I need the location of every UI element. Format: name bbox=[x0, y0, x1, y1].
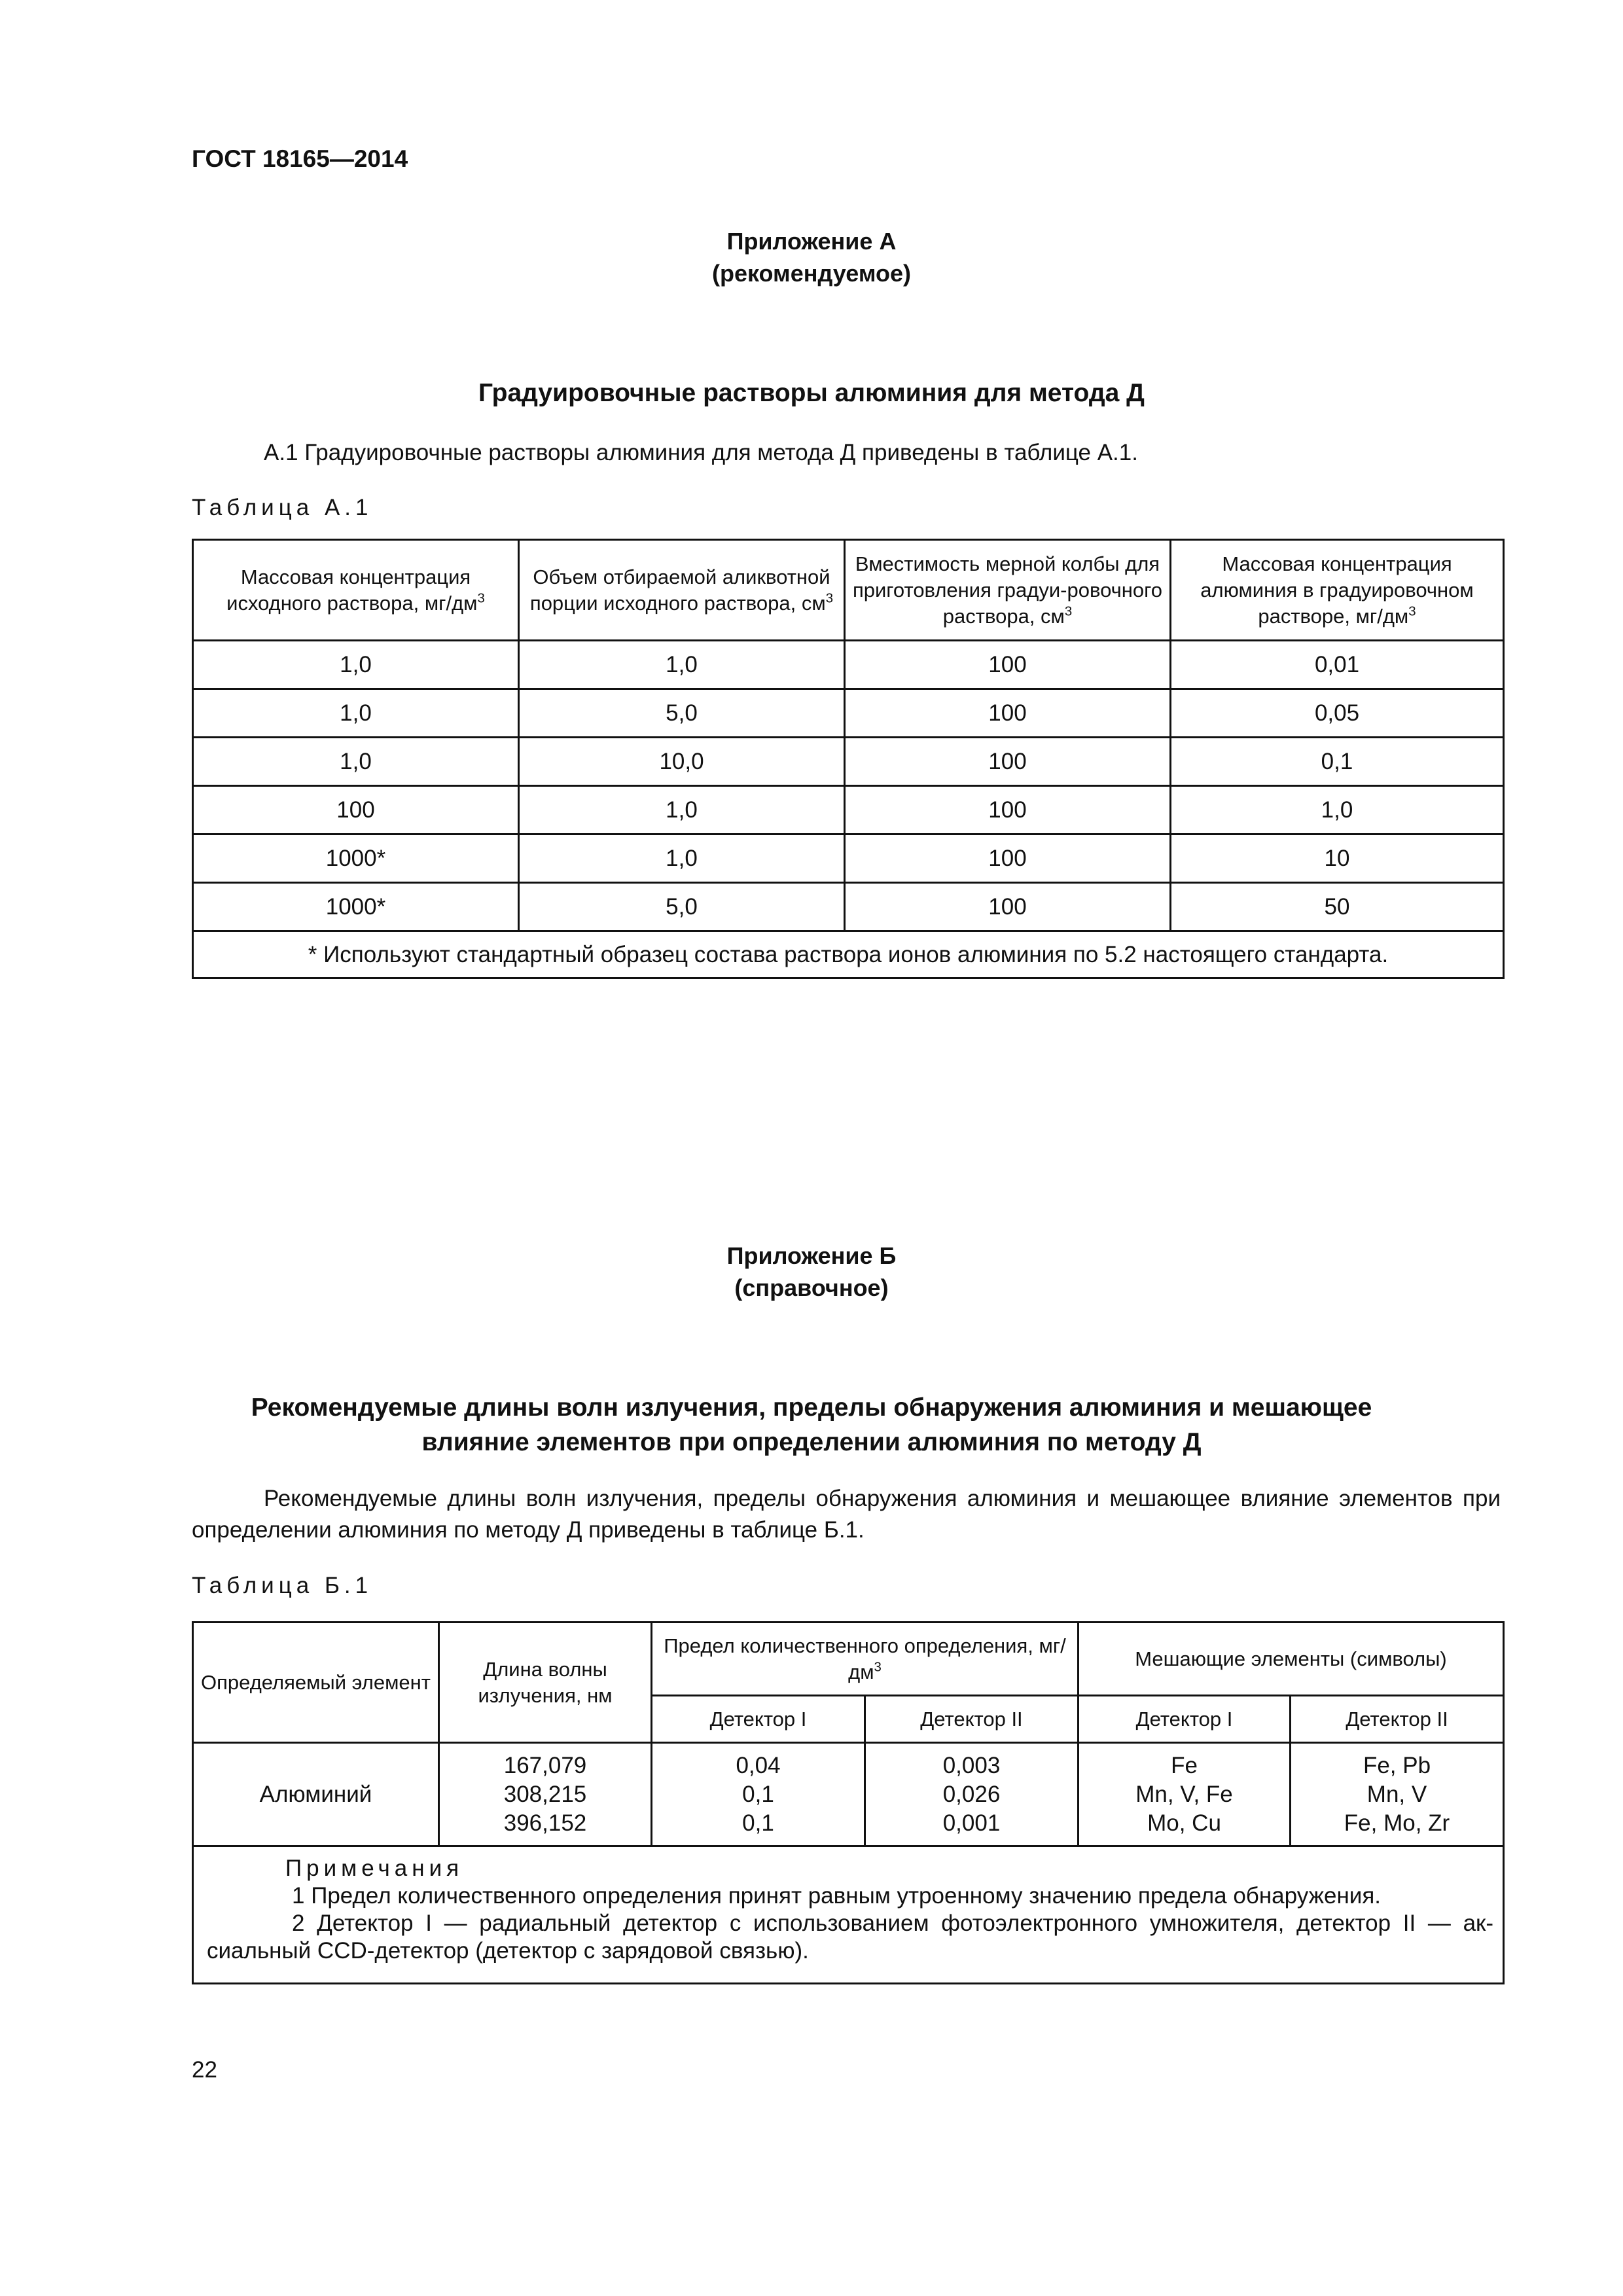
table-b1-header-limit: Предел количественного определения, $мг/дм^3$ bbox=[652, 1623, 1079, 1696]
table-cell: 1,0 bbox=[519, 641, 845, 689]
appendix-a-heading bbox=[0, 226, 1623, 289]
table-b1-header-wavelength: Длина волны излучения, нм bbox=[439, 1623, 652, 1743]
note-2: 2 Детектор I — радиальный детектор с использованием фотоэлектронного умножителя, детектор II — ак-сиальный CCD-детектор (детектор с зарядовой связью). bbox=[207, 1910, 1494, 1964]
table-row bbox=[193, 738, 1504, 786]
table-cell: 10,0 bbox=[519, 738, 845, 786]
table-cell: 50 bbox=[1171, 883, 1504, 931]
table-b1-header-row bbox=[193, 1623, 1504, 1696]
table-b1-subheader-detector-2: Детектор II bbox=[865, 1696, 1079, 1743]
table-cell: 100 bbox=[845, 834, 1171, 883]
table-a1-footnote: * Используют стандартный образец состава раствора ионов алюминия по 5.2 настоящего стандарта. bbox=[193, 931, 1504, 978]
table-cell-wavelengths: 167,079 308,215 396,152 bbox=[439, 1743, 652, 1846]
table-row bbox=[193, 834, 1504, 883]
appendix-a-status: (рекомендуемое) bbox=[712, 259, 911, 287]
table-a1-footnote-row bbox=[193, 931, 1504, 978]
table-cell-interf-det2: Fe, Pb Mn, V Fe, Mo, Zr bbox=[1291, 1743, 1504, 1846]
appendix-a-intro: А.1 Градуировочные растворы алюминия для метода Д приведены в таблице А.1. bbox=[264, 440, 1138, 465]
notes-title: Примечания bbox=[285, 1856, 464, 1881]
table-cell: 100 bbox=[845, 641, 1171, 689]
table-cell: 100 bbox=[845, 786, 1171, 834]
table-a1-header-row bbox=[193, 540, 1504, 641]
table-cell-interf-det1: Fe Mn, V, Fe Mo, Cu bbox=[1079, 1743, 1291, 1846]
table-b1-header-interfering: Мешающие элементы (символы) bbox=[1079, 1623, 1504, 1696]
appendix-b-status: (справочное) bbox=[734, 1274, 889, 1301]
table-cell: 100 bbox=[845, 883, 1171, 931]
table-cell: 1,0 bbox=[1171, 786, 1504, 834]
table-b1-caption: Таблица Б.1 bbox=[192, 1573, 373, 1598]
table-a1-header-cell: Вместимость мерной колбы для приготовления градуи-ровочного раствора, $см^3$ bbox=[845, 540, 1171, 641]
appendix-b-title bbox=[0, 1391, 1623, 1460]
table-cell: 1,0 bbox=[519, 786, 845, 834]
table-b1-header-element: Определяемый элемент bbox=[193, 1623, 439, 1743]
appendix-b-label: Приложение Б bbox=[726, 1242, 897, 1269]
note-1: 1 Предел количественного определения принят равным утроенному значению предела обнаружения. bbox=[292, 1883, 1382, 1909]
table-cell: 10 bbox=[1171, 834, 1504, 883]
appendix-a-title bbox=[0, 376, 1623, 411]
table-cell: 1,0 bbox=[519, 834, 845, 883]
table-row bbox=[193, 786, 1504, 834]
table-a1 bbox=[192, 539, 1505, 979]
table-cell: 5,0 bbox=[519, 883, 845, 931]
appendix-a-label: Приложение А bbox=[726, 228, 897, 255]
table-cell-limit-det1: 0,04 0,1 0,1 bbox=[652, 1743, 865, 1846]
table-cell: 1,0 bbox=[193, 738, 519, 786]
document-code: ГОСТ 18165—2014 bbox=[192, 145, 408, 172]
table-cell: 0,1 bbox=[1171, 738, 1504, 786]
table-row bbox=[193, 689, 1504, 738]
table-b1-subheader-detector-1: Детектор I bbox=[652, 1696, 865, 1743]
page-number: 22 bbox=[192, 2057, 217, 2083]
table-cell: 1,0 bbox=[193, 641, 519, 689]
table-b1 bbox=[192, 1621, 1505, 1984]
table-row bbox=[193, 883, 1504, 931]
table-b1-subheader-detector-2: Детектор II bbox=[1291, 1696, 1504, 1743]
table-a1-header-cell: Объем отбираемой аликвотной порции исходного раствора, $см^3$ bbox=[519, 540, 845, 641]
table-cell: 1,0 bbox=[193, 689, 519, 738]
table-b1-notes bbox=[193, 1846, 1504, 1984]
table-cell: 5,0 bbox=[519, 689, 845, 738]
table-cell: 100 bbox=[193, 786, 519, 834]
table-b1-notes-row bbox=[193, 1846, 1504, 1984]
table-a1-header-cell: Массовая концентрация исходного раствора, $мг/дм^3$ bbox=[193, 540, 519, 641]
table-row bbox=[193, 1743, 1504, 1846]
table-b1-subheader-detector-1: Детектор I bbox=[1079, 1696, 1291, 1743]
appendix-b-heading bbox=[0, 1240, 1623, 1304]
table-row bbox=[193, 641, 1504, 689]
table-cell-limit-det2: 0,003 0,026 0,001 bbox=[865, 1743, 1079, 1846]
table-cell: 1000* bbox=[193, 834, 519, 883]
table-cell: 100 bbox=[845, 689, 1171, 738]
table-cell: 1000* bbox=[193, 883, 519, 931]
table-cell-element: Алюминий bbox=[193, 1743, 439, 1846]
appendix-b-title-line2: влияние элементов при определении алюминия по методу Д bbox=[421, 1427, 1202, 1456]
table-cell: 100 bbox=[845, 738, 1171, 786]
appendix-a-title-text: Градуировочные растворы алюминия для метода Д bbox=[478, 379, 1145, 407]
appendix-b-title-line1: Рекомендуемые длины волн излучения, пределы обнаружения алюминия и мешающее bbox=[251, 1393, 1372, 1422]
table-cell: 0,05 bbox=[1171, 689, 1504, 738]
table-cell: 0,01 bbox=[1171, 641, 1504, 689]
appendix-b-intro: Рекомендуемые длины волн излучения, пределы обнаружения алюминия и мешающее влияние элементов при определении алюминия по методу Д приведены в таблице Б.1. bbox=[192, 1486, 1501, 1543]
table-a1-header-cell: Массовая концентрация алюминия в градуировочном растворе, $мг/дм^3$ bbox=[1171, 540, 1504, 641]
table-a1-caption: Таблица А.1 bbox=[192, 495, 373, 520]
